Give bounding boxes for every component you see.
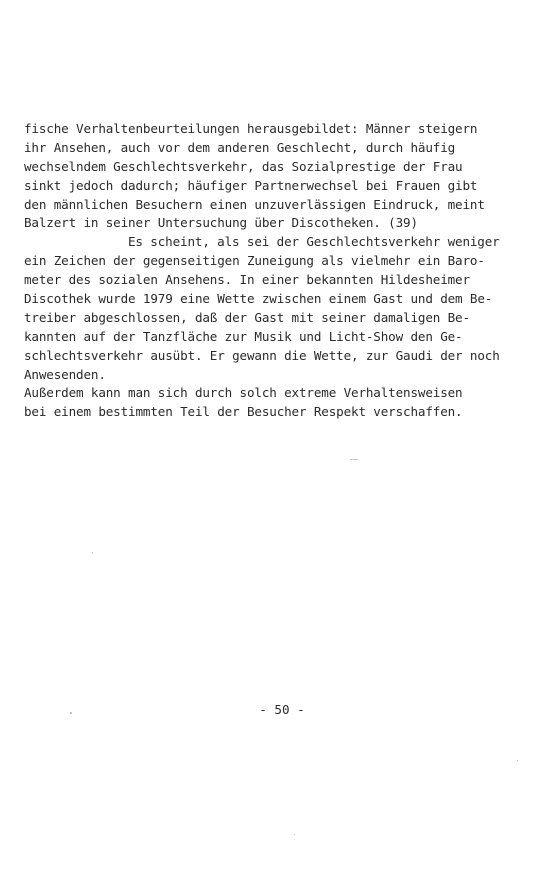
text-line: Außerdem kann man sich durch solch extreme Verhaltensweisen (24, 385, 463, 401)
text-line: Anwesenden. (24, 366, 106, 382)
text-line: fische Verhaltenbeurteilungen herausgebildet: Männer steigern (24, 121, 478, 136)
scan-speck (350, 459, 358, 460)
text-line: bei einem bestimmten Teil der Besucher Respekt verschaffen. (24, 404, 463, 420)
text-line: treiber abgeschlossen, daß der Gast mit seiner damaligen Be- (24, 309, 470, 325)
body-text (24, 120, 544, 422)
scan-speck (70, 712, 72, 714)
scan-speck (294, 834, 295, 835)
text-line: sinkt jedoch dadurch; häufiger Partnerwechsel bei Frauen gibt (24, 177, 478, 193)
text-line: wechselndem Geschlechtsverkehr, das Sozialprestige der Frau (24, 158, 463, 174)
paragraph-start-line: Es scheint, als sei der Geschlechtsverkehr weniger (128, 234, 500, 250)
text-line: schlechtsverkehr ausübt. Er gewann die Wette, zur Gaudi der noch (24, 347, 500, 363)
text-line: meter des sozialen Ansehens. In einer bekannten Hildesheimer (24, 272, 470, 288)
text-line: kannten auf der Tanzfläche zur Musik und Licht-Show den Ge- (24, 328, 463, 344)
scan-speck (517, 760, 518, 761)
page-number: - 50 - (259, 702, 305, 717)
text-line: Discothek wurde 1979 eine Wette zwischen einem Gast und dem Be- (24, 291, 493, 307)
text-line: ihr Ansehen, auch vor dem anderen Geschlecht, durch häufig (24, 139, 456, 155)
scan-speck (92, 552, 93, 553)
text-line: den männlichen Besuchern einen unzuverlässigen Eindruck, meint (24, 196, 485, 212)
text-line: ein Zeichen der gegenseitigen Zuneigung als vielmehr ein Baro- (24, 253, 485, 269)
text-line: Balzert in seiner Untersuchung über Discotheken. (39) (24, 215, 418, 231)
